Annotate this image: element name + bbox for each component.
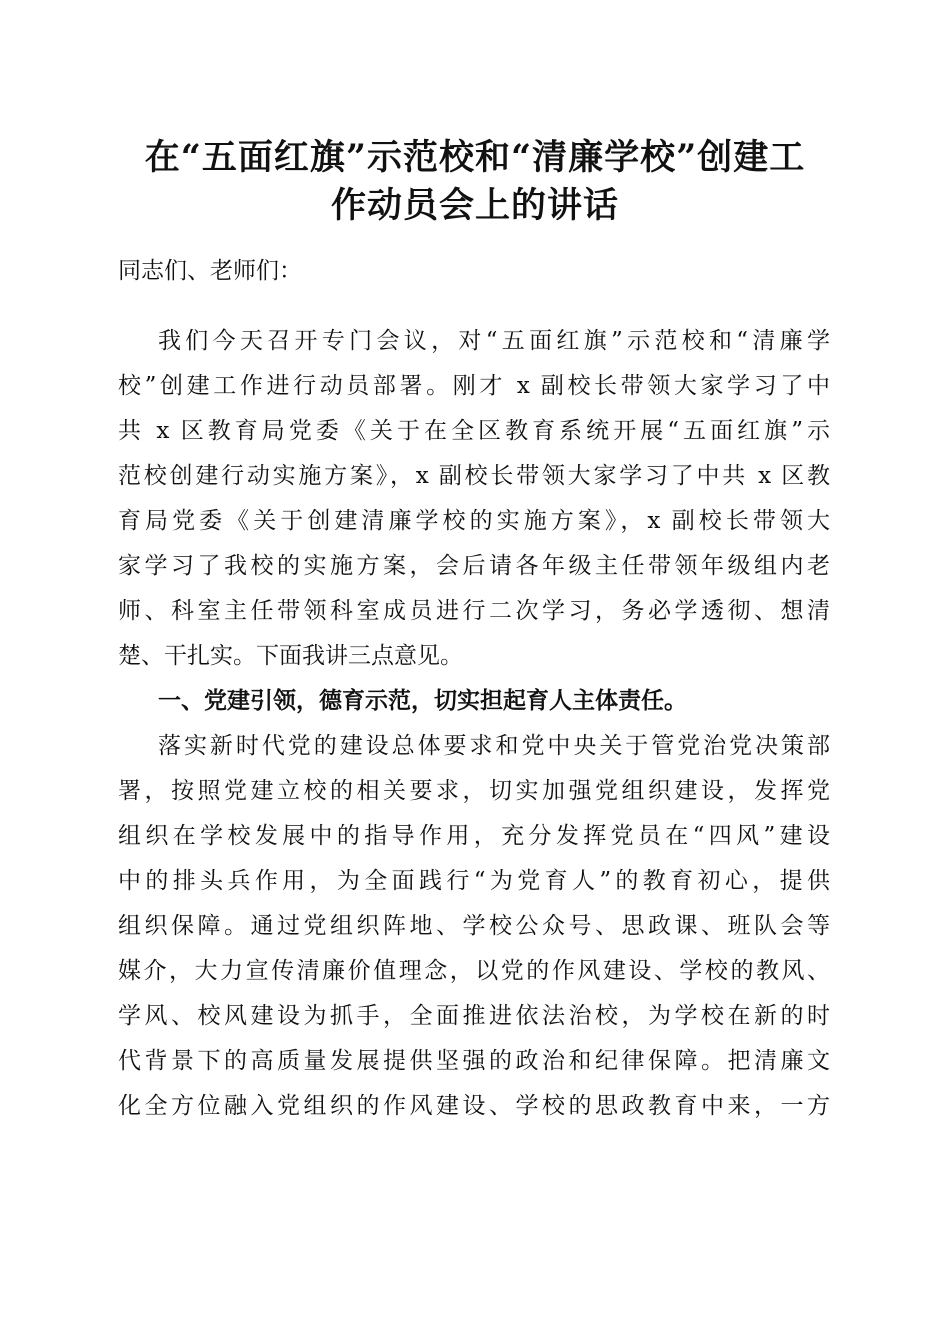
salutation: 同志们、老师们： [118,258,302,284]
section-heading-1: 一、党建引领，德育示范，切实担起育人主体责任。 [158,688,687,714]
intro-line: 楚、干扎实。下面我讲三点意见。 [118,643,463,669]
section-1-line: 组织保障。通过党组织阵地、学校公众号、思政课、班队会等 [118,913,830,939]
section-1-line: 化全方位融入党组织的作风建设、学校的思政教育中来，一方 [118,1093,830,1119]
intro-line: 家学习了我校的实施方案，会后请各年级主任带领年级组内老 [118,553,830,579]
section-1-line: 中的排头兵作用，为全面践行“为党育人”的教育初心，提供 [118,868,830,894]
intro-line: 育局党委《关于创建清廉学校的实施方案》，x 副校长带领大 [118,508,830,534]
section-1-line: 署，按照党建立校的相关要求，切实加强党组织建设，发挥党 [118,778,830,804]
intro-line: 共 x 区教育局党委《关于在全区教育系统开展“五面红旗”示 [118,418,830,444]
section-1-line: 落实新时代党的建设总体要求和党中央关于管党治党决策部 [158,733,830,759]
section-1-line: 学风、校风建设为抓手，全面推进依法治校，为学校在新的时 [118,1003,830,1029]
intro-line: 师、科室主任带领科室成员进行二次学习，务必学透彻、想清 [118,598,830,624]
document-title-line-2: 作动员会上的讲话 [330,185,619,226]
intro-line: 我们今天召开专门会议，对“五面红旗”示范校和“清廉学 [158,328,830,354]
document-title-line-1: 在“五面红旗”示范校和“清廉学校”创建工 [144,137,806,178]
intro-line: 校”创建工作进行动员部署。刚才 x 副校长带领大家学习了中 [118,373,830,399]
section-1-line: 组织在学校发展中的指导作用，充分发挥党员在“四风”建设 [118,823,830,849]
section-1-line: 媒介，大力宣传清廉价值理念，以党的作风建设、学校的教风、 [118,958,830,984]
intro-line: 范校创建行动实施方案》，x 副校长带领大家学习了中共 x 区教 [118,463,830,489]
section-1-line: 代背景下的高质量发展提供坚强的政治和纪律保障。把清廉文 [118,1048,830,1074]
